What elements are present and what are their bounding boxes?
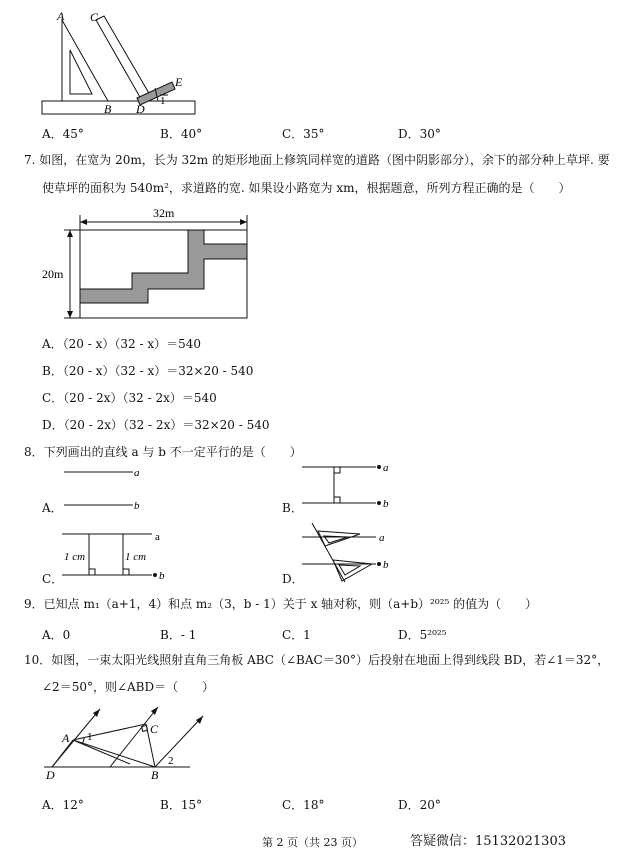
q10-stem-line2: ∠2＝50°，则∠ABD＝（ ）	[42, 680, 215, 694]
q10-stem-line1: 10．如图，一束太阳光线照射直角三角板 ABC（∠BAC＝30°）后投射在地面上得到线段 BD，若∠1＝32°，	[24, 653, 610, 667]
q8c-cm-right: 1 cm	[125, 551, 147, 563]
q6-option-b: B．40°	[160, 127, 203, 141]
q10-option-d: D．20°	[398, 798, 441, 812]
q10-label-C: C	[150, 722, 159, 736]
q8-stem: 8．下列画出的直线 a 与 b 不一定平行的是（ ）	[24, 445, 302, 459]
q8c-label-b: b	[159, 570, 165, 582]
q7-dim-32m: 32m	[153, 206, 175, 220]
q8-option-b: B．	[282, 501, 303, 515]
q8d-label-a: a	[379, 532, 385, 544]
q6-option-d: D．30°	[398, 127, 441, 141]
q10-angle-1: 1	[87, 731, 93, 743]
q7-option-d: D．（20 - 2x）（32 - 2x）＝32×20 - 540	[42, 418, 270, 432]
q10-label-D: D	[46, 768, 55, 782]
q8c-cm-left: 1 cm	[64, 551, 86, 563]
q8a-label-a: a	[134, 467, 140, 479]
q6-option-a: A．45°	[42, 127, 84, 141]
q8-option-a: A．	[42, 501, 63, 515]
q7-stem-line1: 7. 如图，在宽为 20m，长为 32m 的矩形地面上修筑同样宽的道路（图中阴影部分），余下的部分种上草坪. 要	[24, 153, 610, 167]
q8a-label-b: b	[134, 500, 140, 512]
contact-info: 答疑微信：15132021303	[410, 834, 566, 849]
q10-option-a: A．12°	[42, 798, 84, 812]
q6-label-A: A	[57, 9, 65, 23]
q8b-label-b: b	[383, 498, 389, 510]
q7-option-a: A．（20 - x）（32 - x）＝540	[42, 337, 202, 351]
q8-option-d: D．	[282, 572, 304, 586]
q6-option-c: C．35°	[282, 127, 325, 141]
q9-option-d: D．5²⁰²⁵	[398, 628, 447, 642]
page-number: 第 2 页（共 23 页）	[262, 836, 363, 849]
q8d-label-b: b	[383, 559, 389, 571]
q6-label-C: C	[90, 10, 99, 24]
q10-option-c: C．18°	[282, 798, 325, 812]
q7-stem-line2: 使草坪的面积为 540m²，求道路的宽. 如果设小路宽为 xm，根据题意，所列方程正确的是（ ）	[42, 181, 571, 195]
q7-dim-20m: 20m	[42, 267, 64, 281]
q7-option-c: C．（20 - 2x）（32 - 2x）＝540	[42, 391, 217, 405]
q10-label-A: A	[62, 731, 70, 745]
q7-option-b: B．（20 - x）（32 - x）＝32×20 - 540	[42, 364, 254, 378]
q9-stem: 9．已知点 m₁（a+1，4）和点 m₂（3，b - 1）关于 x 轴对称，则（a+b）²⁰²⁵ 的值为（ ）	[24, 597, 538, 611]
q9-option-b: B．- 1	[160, 628, 197, 642]
q10-label-B: B	[151, 768, 159, 782]
q6-label-E: E	[175, 75, 183, 89]
q9-option-c: C．1	[282, 628, 311, 642]
q8c-label-a: a	[155, 531, 160, 543]
q10-angle-2: 2	[168, 755, 174, 767]
q6-label-D: D	[136, 102, 145, 116]
q6-angle-1: 1	[160, 95, 166, 107]
q10-option-b: B．15°	[160, 798, 203, 812]
q6-label-B: B	[104, 102, 112, 116]
q8-option-c: C．	[42, 572, 64, 586]
q9-option-a: A．0	[42, 628, 71, 642]
q8b-label-a: a	[383, 462, 389, 474]
